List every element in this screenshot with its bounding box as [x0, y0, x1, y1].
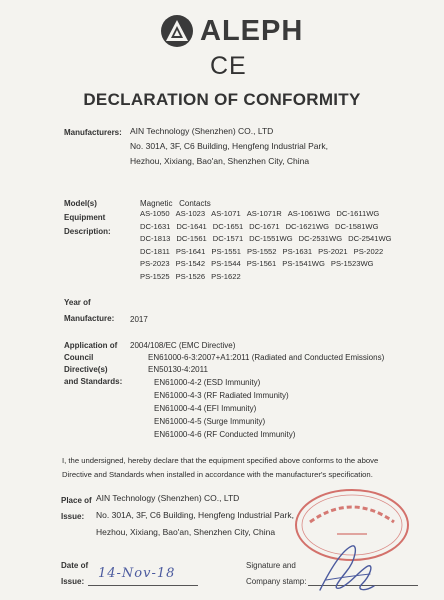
model-number: DC-1611WG — [336, 209, 380, 218]
year-label — [64, 297, 114, 324]
date-label — [61, 560, 88, 587]
application-label-line: Application of — [64, 341, 118, 350]
place-label — [61, 495, 92, 522]
date-value: 14-Nov-18 — [98, 566, 176, 581]
document-title: DECLARATION OF CONFORMITY — [83, 90, 361, 109]
model-number: DC-1671 — [249, 221, 280, 231]
model-number: PS-1551 — [211, 246, 241, 256]
models-label-line: Model(s) — [64, 199, 97, 208]
model-number: DC-1561 — [176, 234, 207, 244]
declaration-line: I, the undersigned, hereby declare that the equipment specified above conforms to the above — [62, 456, 379, 465]
directive: 2004/108/EC (EMC Directive) — [130, 341, 236, 350]
signature-label-line: Signature and — [246, 561, 296, 570]
model-number: AS-1023 — [175, 209, 206, 218]
place-line: AIN Technology (Shenzhen) CO., LTD — [96, 493, 240, 503]
application-label-line: and Standards: — [64, 377, 123, 386]
model-number: PS-2022 — [353, 246, 384, 256]
model-row — [140, 221, 440, 234]
model-number: PS-1542 — [175, 259, 206, 269]
model-number: AS-1061WG — [287, 209, 331, 218]
application-label-line: Council — [64, 353, 94, 362]
model-number: DC-2531WG — [298, 234, 343, 244]
year-label-line: Year of — [64, 298, 91, 307]
manufacturer-label: Manufacturers: — [64, 128, 122, 137]
model-number: PS-2023 — [140, 259, 170, 269]
model-number: PS-1561 — [246, 259, 277, 269]
aleph-logo — [160, 14, 336, 48]
standard-item: EN61000-4-4 (EFI Immunity) — [154, 404, 257, 413]
date-label-line: Issue: — [61, 577, 85, 586]
year-value: 2017 — [130, 315, 148, 324]
model-number: AS-1071R — [246, 209, 282, 218]
year-label-line: Manufacture: — [64, 314, 115, 323]
place-line: Hezhou, Xixiang, Bao'an, Shenzhen City, China — [96, 527, 276, 537]
ce-mark: CE — [210, 52, 247, 80]
model-number: DC-1581WG — [335, 221, 379, 231]
model-number: DC-1813 — [140, 234, 171, 244]
model-number: DC-1551WG — [249, 234, 293, 244]
standard-item: EN61000-4-5 (Surge Immunity) — [154, 417, 266, 426]
model-row — [140, 208, 440, 221]
model-number: DC-1631 — [140, 221, 171, 231]
standard-item: EN61000-4-6 (RF Conducted Immunity) — [154, 430, 296, 439]
models-label — [64, 198, 111, 237]
aleph-triangle-icon — [160, 14, 194, 48]
date-underline — [88, 585, 198, 586]
models-heading: Magnetic Contacts — [140, 199, 211, 208]
standard-item: EN61000-6-3:2007+A1:2011 (Radiated and Conducted Emissions) — [148, 353, 385, 362]
standard-item: EN61000-4-3 (RF Radiated Immunity) — [154, 391, 289, 400]
signature-label — [246, 560, 306, 587]
manufacturer-line: No. 301A, 3F, C6 Building, Hengfeng Industrial Park, — [130, 141, 328, 151]
model-number: PS-1541WG — [282, 259, 325, 269]
models-label-line: Description: — [64, 227, 111, 236]
manufacturer-line: Hezhou, Xixiang, Bao'an, Shenzhen City, China — [130, 156, 310, 166]
model-number: AS-1050 — [140, 209, 170, 218]
models-label-line: Equipment — [64, 213, 106, 222]
place-line: No. 301A, 3F, C6 Building, Hengfeng Industrial Park, — [96, 510, 294, 520]
application-label-line: Directive(s) — [64, 365, 108, 374]
application-label — [64, 340, 122, 387]
model-number: PS-1641 — [175, 246, 206, 256]
model-row — [140, 258, 440, 271]
place-address — [96, 491, 294, 540]
place-label-line: Issue: — [61, 512, 85, 521]
model-number: DC-1571 — [212, 234, 244, 244]
model-number: PS-1526 — [175, 271, 206, 281]
model-number: PS-1544 — [211, 259, 241, 269]
brand-name: ALEPH — [200, 15, 304, 47]
model-row — [140, 233, 440, 246]
model-row — [140, 246, 440, 259]
model-number: DC-1651 — [212, 221, 244, 231]
model-row — [140, 271, 440, 284]
date-label-line: Date of — [61, 561, 89, 570]
model-list — [140, 208, 440, 284]
model-number: PS-1622 — [211, 271, 241, 281]
standard-item: EN61000-4-2 (ESD Immunity) — [154, 378, 261, 387]
model-number: DC-1811 — [140, 246, 170, 256]
model-number: PS-2021 — [318, 246, 348, 256]
model-number: AS-1071 — [211, 209, 241, 218]
declaration-line: Directive and Standards when installed in accordance with the manufacturer's specification. — [62, 470, 373, 479]
standard-item: EN50130-4:2011 — [148, 365, 208, 374]
manufacturer-line: AIN Technology (Shenzhen) CO., LTD — [130, 126, 274, 136]
model-number: DC-1621WG — [285, 221, 330, 231]
model-number: DC-2541WG — [348, 234, 392, 244]
model-number: PS-1525 — [140, 271, 170, 281]
model-number: PS-1631 — [282, 246, 313, 256]
model-number: PS-1552 — [246, 246, 277, 256]
place-label-line: Place of — [61, 496, 92, 505]
model-number: PS-1523WG — [330, 259, 374, 269]
model-number: DC-1641 — [176, 221, 207, 231]
signature-label-line: Company stamp: — [246, 577, 307, 586]
handwritten-signature — [312, 540, 382, 598]
manufacturer-address — [130, 124, 328, 169]
